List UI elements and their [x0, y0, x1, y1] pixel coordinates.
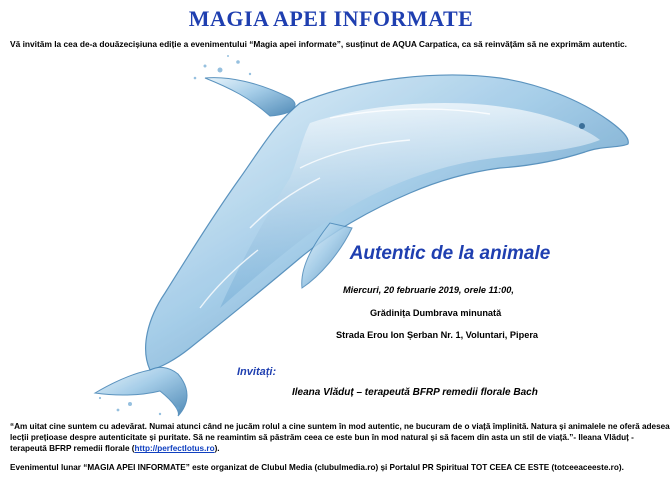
- event-headline: Autentic de la animale: [349, 243, 551, 264]
- event-venue: Grădinița Dumbrava minunată: [370, 308, 502, 318]
- guest-name: Ileana Vlăduț – terapeută BFRP remedii florale Bach: [292, 387, 538, 398]
- event-datetime: Miercuri, 20 februarie 2019, orele 11:00,: [343, 285, 514, 295]
- quote-text-end: ).: [214, 444, 220, 454]
- water-dolphin-illustration: [0, 48, 672, 418]
- dolphin-dorsal-fin: [205, 78, 295, 116]
- guests-heading: Invitați:: [237, 366, 277, 378]
- intro-text: Vă invităm la cea de-a douăzecișiuna ediție a evenimentului “Magia apei informate”, susținut de AQUA Carpatica, ca să reinvățăm să ne exprimăm autentic.: [10, 39, 628, 49]
- dolphin-tail: [95, 367, 187, 416]
- footer-text: Evenimentul lunar “MAGIA APEI INFORMATE” este organizat de Clubul Media (clubulmedia.ro) și Portalul PR Spiritual TOT CEEA CE ESTE (totceeaceeste.ro).: [10, 463, 624, 472]
- dolphin-eye: [579, 123, 585, 129]
- quote-paragraph: [10, 421, 670, 455]
- event-address: Strada Erou Ion Șerban Nr. 1, Voluntari, Pipera: [336, 330, 539, 340]
- page-title: MAGIA APEI INFORMATE: [188, 6, 474, 31]
- quote-text: “Am uitat cine suntem cu adevărat. Numai atunci când ne jucăm rolul a cine suntem în mod autentic, ne bucuram de o viață împlinită. Natura și animalele ne oferă adesea lecții prețioase despre autenticitate și puritate. Să ne reamintim să păstrăm ceea ce este bun în mod natural și să facem din asta un stil de viață.”- Ileana Vlăduț - terapeută BFRP remedii florale (: [10, 422, 670, 454]
- perfectlotus-link[interactable]: http://perfectlotus.ro: [134, 444, 215, 454]
